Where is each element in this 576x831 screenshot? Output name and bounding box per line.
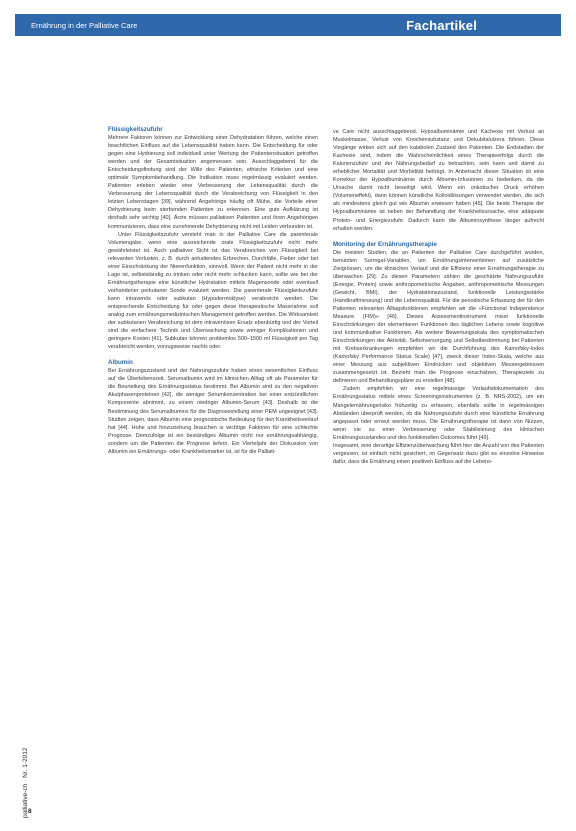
- paragraph: Insgesamt, eine derartige Effizienzüberwachung führt hier die Anzahl von des Patienten vergessen, ist einfach nicht gesichert, im Gegensatz dazu gibt es einzelne Hinweise dafür, dass die Ernährung einen positiven Einfluss auf die Lebens-: [333, 442, 544, 465]
- running-title: Ernährung in der Palliative Care: [31, 20, 138, 30]
- spacer: [108, 351, 318, 358]
- heading-albumin: Albumin: [108, 359, 133, 367]
- heading-fluid-intake: Flüssigkeitszufuhr: [108, 126, 163, 133]
- paragraph: Die meisten Studien, die an Patienten der Palliative Care durchgeführt wurden, benutzten Surrogat-Variablen, um Ernährungsinterventionen auf zusätzliche Zielgrössen, um die klinischen Verlauf und die Effizienz einer Ernährungstherapie zu überwachen [29]. Zu diesen Parametern zählen die geschätzte Nahrungszufuhr (Energie, Protein) sowie anthropometrische Angaben, anthropometrische Messungen (Gewicht, BMI), der Hydratationszustand, funktionelle Leistungsstärke (Handkraftmessung) und die Lebensqualität. Für die periodische Erfassung der für den Patienten relevanten Alltagsfunktionen empfehlen wir die «Functional Independence Measure (FIM)» [46]. Dieses Assessmentinstrument misst funktionelle Einschränkungen der elementaren Funktionen des täglichen Lebens sowie kognitive und kommunikative Funktionen. Als weitere Bewertungsskala des symptomatischen Einschränkungen der Aktivität, Selbstversorgung und Selbstbestimmung bei Patienten mit Krebserkrankungen empfehlen wir die Durchführung des Karnofsky-Index (Karnofsky Performance Status Scale) [47], zweck dieser Index-Skala, welche aus einer Messung aus subjektiven Eindrücken und objektiven Messergebnissen zusammengesetzt ist. Bezieht man die Prognose einschätzen, Therapieziele zu definieren und Behandlungspläne zu erstellen [48].: [333, 249, 544, 385]
- paragraph: Zudem empfehlen wir eine regelmässige Verlaufsdokumentation des Ernährungsstatus mittels eines Screeningsinstrumentes (z. B. NRS-2002), um ein Mangelernährungsrisiko frühzeitig zu erfassen, ebenfalls sollte in regelmässigen Abständen überprüft werden, ob die Nahrungszufuhr durch eine künstliche Ernährung angepasst oder erneut werden muss. Die Ernährungstherapie ist dann von Nutzen, wenn sie zu einer Verbesserung oder Stabilisierung des klinischen Ernährungszustandes und des funktionellen Outcomes führt [49].: [333, 386, 544, 441]
- section-label: Fachartikel: [406, 17, 477, 33]
- spacer: [333, 233, 544, 240]
- paragraph: ve Care nicht ausschlaggebend. Hypoalbuminämie und Kachexie mit Verlust an Muskelmasse, Verlust von Knochensubstanz und Dekubitalulzera führen. Diese Vorgänge wirken sich auf den katabolen Zustand des Patienten. Die Endstadien der Kachexie sind, indem die Wahrscheinlichkeit eines Therapieerfolgs durch die Kalorienzufuhr und der Nährungsbedarf zu betrachten, sein kann und damit zu erheblicher Mortalität und Morbidität beiträgt. In Anbetracht dieser Situation ist eine Korrektur der Hypoalbuminämie durch Albumin-Infusionen zu bedenken, da die Ursache damit nicht beseitigt wird. Wenn ein onkotischer Druck erhöhen (Volumeneffekt), dann können künstliche Kolloidlösungen verwendet werden, die sich als mindestens gleich gut wie Albumin erwiesen haben [45]. Die beste Therapie der Hypoalbuminämie ist neben der Behandlung der Krankheitsursache, eine adäquate Protein- und Energiezufuhr. Dadurch kann die Albuminsynthese länger aufrecht erhalten werden.: [333, 129, 544, 232]
- paragraph: Bei Ernährungszustand und der Nahrungszufuhr haben einen wesentlichen Einfluss auf die Überlebenszeit. Serumalbumin wird im klinischen Alltag oft als Parameter für die Beurteilung des Ernährungsstatus bestimmt. Bei Albumin sind zu den negativen Akutphasenproteinen [42], die weniger Serumkonzentration bei einer entzündlichen Komponente abnimmt, zu einem niedriger Albumin-Serum [43]. Deshalb ist die Bestimmung des Serumalbumins für die Diagnosestellung einer PEM ungeeignet [43]. Studien zeigen, dass Albumin eine prognostische Bedeutung für den Krankheitsverlauf hat [44]. Hohe und hinzuziehung brauchen is wichtige Faktoren für eine schlechte Prognose. Demzufolge ist ein beständiges Albumin nicht nur ernährungsabhängig, sondern um die Patienten die Prognose liefern. Ein Vierteljahr der Diskussion von Albumin ein Ernährungs- oder Krankheitsmarker ist, ist für die Palliati-: [108, 368, 318, 455]
- paragraph: Unter Flüssigkeitszufuhr versteht man in der Palliative Care die parenterale Volumengabe, wenn eine ausreichende orale Flüssigkeitszufuhr nicht mehr gewährleistet ist. Auch palliativer Sicht ist das Verabreichen von Flüssigkeit bei relevanten Verlusten, z. B. durch anhaltendes Erbrechen, Durchfälle, Fieber oder bei einer Einschränkung der Nierenfunktion, sinnvoll. Wenn der Patient nicht mehr in der Lage ist, selbstständig zu trinken oder nicht mehr schlucken kann, sollte wie bei der Ernährungstherapie eine künstliche Hydratation mittels Magensonde oder eventuell vorhandener perkutaner Sonde evaluiert werden. Die parenterale Flüssigkeitszufuhr kann intravenös oder subkutan (Hypodermoklyse) verabreicht werden. Die entsprechende Entscheidung für oder gegen diese therapeutische Massnahme soll analog zum ernährungsmedizinischen Management getroffen werden. Die Wirksamkeit der subkutanen Verabreichung ist dem intravenösen Ersatz ebenbürtig und der Vorteil sind die einfachere Technik und Überwachung sowie weniger Komplikationen und geringere Kosten [41]. Subkutan können problemlos 500–1500 ml Flüssigkeit pro Tag verabreicht werden, vorzugsweise nachts oder.: [108, 231, 318, 351]
- journal-name: palliative-ch · Nr. 1-2012: [22, 747, 29, 818]
- page-number: 8: [28, 808, 32, 815]
- page-header: [15, 14, 561, 36]
- paragraph: Mehrere Faktoren können zur Entwicklung einer Dehydratation führen, welche einen beachtlichen Einfluss auf die Lebensqualität haben kann. Die Entscheidung für oder gegen eine Hydrierung soll individuell unter Wertung der Patientensituation getroffen werden und der Gesamtsituation angemessen sein. Ausschlaggebend für die Entscheidungsfindung sind der Wille des Patienten, ethische Kriterien und eine optimale Symptombehandlung. Die Indikation muss regelmässig evaluiert werden. Patienten erleben wieder eine Verbesserung der Lebensqualität durch die Verbesserung der Lebensqualität durch die Verabreichung von Flüssigkeit in den letzten Lebenstagen [39], während Angehörige häufig oft Mühe, die Vorteile einer Dehydrierung beim sterbenden Patienten zu erkennen. Eine gute Aufklärung ist deshalb sehr wichtig [40]. Ärzte müssen palliativen Patienten und ihren Angehörigen kommunizieren, dass eine zunehmende Dehydrierung nicht mit Leiden verbunden ist.: [108, 135, 318, 230]
- heading-monitoring: Monitoring der Ernährungstherapie: [333, 240, 437, 248]
- right-column: [333, 128, 544, 466]
- left-column: [108, 125, 318, 456]
